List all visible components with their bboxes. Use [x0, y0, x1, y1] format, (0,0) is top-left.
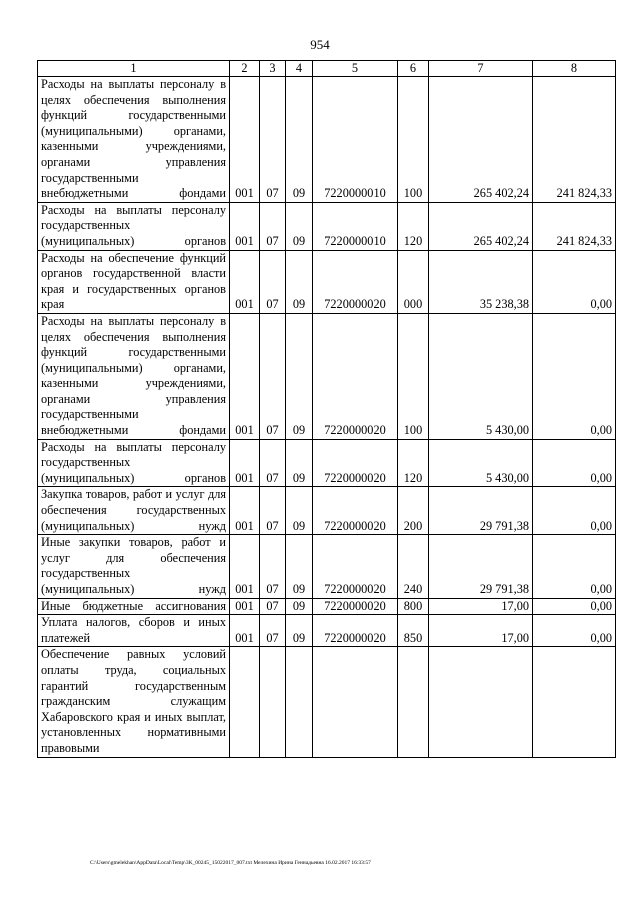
cell-subsection: 09: [286, 615, 313, 647]
cell-amount-2: 0,00: [533, 615, 616, 647]
table-row: [38, 250, 616, 313]
cell-admin-code: 001: [230, 202, 260, 250]
cell-target-article: 7220000020: [313, 598, 398, 615]
cell-expense-type: [398, 647, 429, 757]
cell-admin-code: [230, 647, 260, 757]
cell-admin-code: 001: [230, 487, 260, 535]
row-description: Расходы на выплаты персоналу в целях обеспечения выполнения функций государственными (муниципальными) органами, казенными учреждениями, органами управления государственными внебюджетными фондами: [38, 313, 230, 439]
cell-target-article: 7220000020: [313, 487, 398, 535]
column-header: 6: [398, 61, 429, 77]
column-header: 3: [260, 61, 286, 77]
cell-amount-1: 29 791,38: [429, 487, 533, 535]
cell-target-article: 7220000020: [313, 535, 398, 598]
row-description: Обеспечение равных условий оплаты труда, социальных гарантий государственным гражданским служащим Хабаровского края и иных выплат, установленных нормативными правовыми: [38, 647, 230, 757]
cell-amount-1: [429, 647, 533, 757]
table-row: [38, 439, 616, 487]
cell-subsection: 09: [286, 77, 313, 203]
cell-section: 07: [260, 615, 286, 647]
footer-file-path: C:\Users\gmelekhan\AppData\Local\Temp\3K_00245_15022017_007.txt Мелехина Ирина Геннадьевна 16.02.2017 16:33:57: [90, 860, 371, 866]
cell-amount-2: 0,00: [533, 250, 616, 313]
column-header: 2: [230, 61, 260, 77]
cell-subsection: 09: [286, 202, 313, 250]
cell-amount-1: 265 402,24: [429, 202, 533, 250]
table-row: [38, 487, 616, 535]
cell-subsection: 09: [286, 250, 313, 313]
cell-amount-1: 265 402,24: [429, 77, 533, 203]
cell-expense-type: 100: [398, 313, 429, 439]
cell-section: 07: [260, 77, 286, 203]
row-description: Уплата налогов, сборов и иных платежей: [38, 615, 230, 647]
row-description: Закупка товаров, работ и услуг для обеспечения государственных (муниципальных) нужд: [38, 487, 230, 535]
cell-amount-2: 0,00: [533, 313, 616, 439]
cell-target-article: 7220000020: [313, 250, 398, 313]
table-row: [38, 77, 616, 203]
cell-section: 07: [260, 313, 286, 439]
page-number: 954: [310, 37, 330, 52]
cell-admin-code: 001: [230, 313, 260, 439]
column-header: 5: [313, 61, 398, 77]
table-row: [38, 647, 616, 757]
row-description: Расходы на выплаты персоналу государственных (муниципальных) органов: [38, 202, 230, 250]
cell-expense-type: 000: [398, 250, 429, 313]
table-row: [38, 313, 616, 439]
cell-amount-1: 35 238,38: [429, 250, 533, 313]
cell-subsection: 09: [286, 313, 313, 439]
cell-expense-type: 240: [398, 535, 429, 598]
table-header-row: [38, 61, 616, 77]
cell-subsection: 09: [286, 535, 313, 598]
cell-section: [260, 647, 286, 757]
cell-section: 07: [260, 439, 286, 487]
row-description: Расходы на выплаты персоналу государственных (муниципальных) органов: [38, 439, 230, 487]
cell-amount-1: 29 791,38: [429, 535, 533, 598]
column-header: 8: [533, 61, 616, 77]
budget-table: [37, 60, 616, 758]
row-description: Расходы на обеспечение функций органов государственной власти края и государственных органов края: [38, 250, 230, 313]
table-row: [38, 535, 616, 598]
cell-subsection: 09: [286, 439, 313, 487]
cell-admin-code: 001: [230, 77, 260, 203]
cell-amount-2: 241 824,33: [533, 202, 616, 250]
cell-amount-2: 0,00: [533, 487, 616, 535]
cell-amount-2: 0,00: [533, 535, 616, 598]
cell-admin-code: 001: [230, 439, 260, 487]
cell-section: 07: [260, 487, 286, 535]
cell-amount-2: 241 824,33: [533, 77, 616, 203]
row-description: Расходы на выплаты персоналу в целях обеспечения выполнения функций государственными (муниципальными) органами, казенными учреждениями, органами управления государственными внебюджетными фондами: [38, 77, 230, 203]
column-header: 1: [38, 61, 230, 77]
column-header: 4: [286, 61, 313, 77]
cell-subsection: 09: [286, 598, 313, 615]
cell-section: 07: [260, 202, 286, 250]
cell-amount-1: 17,00: [429, 615, 533, 647]
cell-expense-type: 120: [398, 439, 429, 487]
cell-section: 07: [260, 250, 286, 313]
cell-amount-1: 5 430,00: [429, 439, 533, 487]
cell-admin-code: 001: [230, 615, 260, 647]
table-row: [38, 202, 616, 250]
cell-expense-type: 800: [398, 598, 429, 615]
cell-section: 07: [260, 598, 286, 615]
cell-section: 07: [260, 535, 286, 598]
cell-admin-code: 001: [230, 598, 260, 615]
cell-expense-type: 850: [398, 615, 429, 647]
cell-target-article: [313, 647, 398, 757]
cell-subsection: [286, 647, 313, 757]
cell-subsection: 09: [286, 487, 313, 535]
cell-expense-type: 120: [398, 202, 429, 250]
cell-amount-2: [533, 647, 616, 757]
cell-target-article: 7220000020: [313, 439, 398, 487]
cell-amount-2: 0,00: [533, 598, 616, 615]
cell-amount-2: 0,00: [533, 439, 616, 487]
cell-target-article: 7220000020: [313, 313, 398, 439]
cell-target-article: 7220000010: [313, 202, 398, 250]
table-row: [38, 615, 616, 647]
cell-admin-code: 001: [230, 250, 260, 313]
cell-expense-type: 200: [398, 487, 429, 535]
row-description: Иные бюджетные ассигнования: [38, 598, 230, 615]
cell-admin-code: 001: [230, 535, 260, 598]
cell-target-article: 7220000020: [313, 615, 398, 647]
table-row: [38, 598, 616, 615]
column-header: 7: [429, 61, 533, 77]
cell-target-article: 7220000010: [313, 77, 398, 203]
row-description: Иные закупки товаров, работ и услуг для обеспечения государственных (муниципальных) нужд: [38, 535, 230, 598]
cell-expense-type: 100: [398, 77, 429, 203]
cell-amount-1: 5 430,00: [429, 313, 533, 439]
cell-amount-1: 17,00: [429, 598, 533, 615]
